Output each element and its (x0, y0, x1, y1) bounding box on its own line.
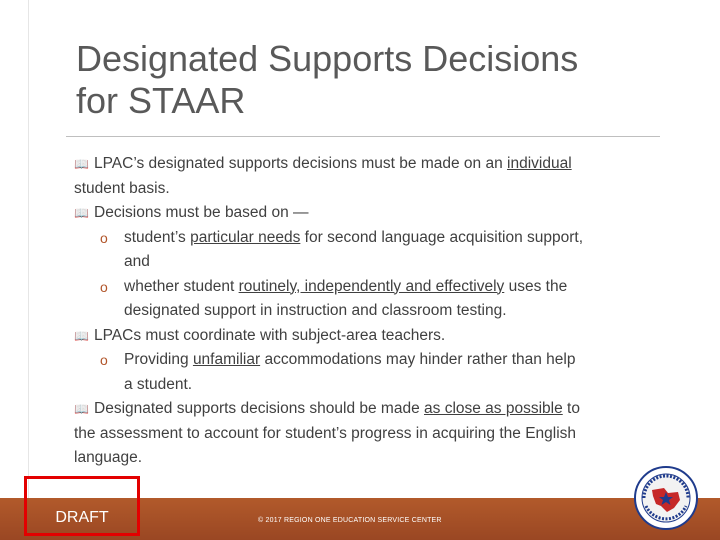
bullet-text: and (124, 253, 150, 270)
draft-label: DRAFT (55, 509, 109, 526)
underlined-text: as close as possible (424, 400, 563, 417)
bullet-text: a student. (124, 375, 193, 393)
bullet-text: whether student (124, 277, 239, 295)
bullet-text: LPAC’s designated supports decisions must be made on an (94, 155, 508, 172)
underlined-text: routinely, independently and effectively (238, 277, 505, 295)
book-icon: 📖 (74, 402, 89, 416)
bullet-text: LPACs must coordinate with subject-area teachers. (94, 326, 446, 344)
underlined-text: individual (507, 155, 572, 172)
bullet-text: uses the (504, 277, 568, 295)
bullet-text: to (562, 400, 580, 417)
book-icon: 📖 (74, 157, 89, 171)
bullet-text: designated support in instruction and classroom testing. (124, 302, 507, 319)
bullet-text: for second language acquisition support, (300, 228, 584, 246)
title-line-2: for STAAR (76, 80, 246, 121)
bullet-text: Providing (124, 351, 193, 368)
book-icon: 📖 (74, 206, 89, 220)
underlined-text: unfamiliar (192, 351, 261, 368)
bullet-text: student’s (124, 228, 191, 246)
bullet-text: language. (74, 449, 143, 466)
title-divider (66, 136, 660, 137)
bullet-text: student basis. (74, 179, 170, 197)
bullet-item (74, 152, 674, 201)
slide-body (74, 152, 674, 471)
title-line-1: Designated Supports Decisions (76, 38, 579, 79)
bullet-text: accommodations may hinder rather than help (260, 351, 576, 368)
sub-bullet-item (74, 275, 674, 324)
sub-bullet-item (74, 348, 674, 397)
sub-bullet-item (74, 226, 674, 275)
bullet-item (74, 324, 674, 349)
bullet-item (74, 201, 674, 226)
circle-bullet-icon: o (100, 352, 108, 368)
book-icon: 📖 (74, 328, 89, 343)
bullet-text: the assessment to account for student’s progress in acquiring the English (74, 424, 577, 442)
left-margin-rule (28, 0, 29, 498)
circle-bullet-icon: o (100, 229, 108, 246)
bullet-item (74, 397, 674, 471)
copyright-text: © 2017 REGION ONE EDUCATION SERVICE CENTER (258, 517, 442, 524)
region-one-seal-icon (634, 466, 698, 530)
slide-title (76, 38, 676, 122)
bullet-text: Designated supports decisions should be made (94, 400, 425, 417)
underlined-text: particular needs (190, 228, 301, 246)
bullet-text: Decisions must be based on — (94, 204, 309, 221)
circle-bullet-icon: o (100, 278, 108, 295)
draft-box (24, 476, 140, 536)
